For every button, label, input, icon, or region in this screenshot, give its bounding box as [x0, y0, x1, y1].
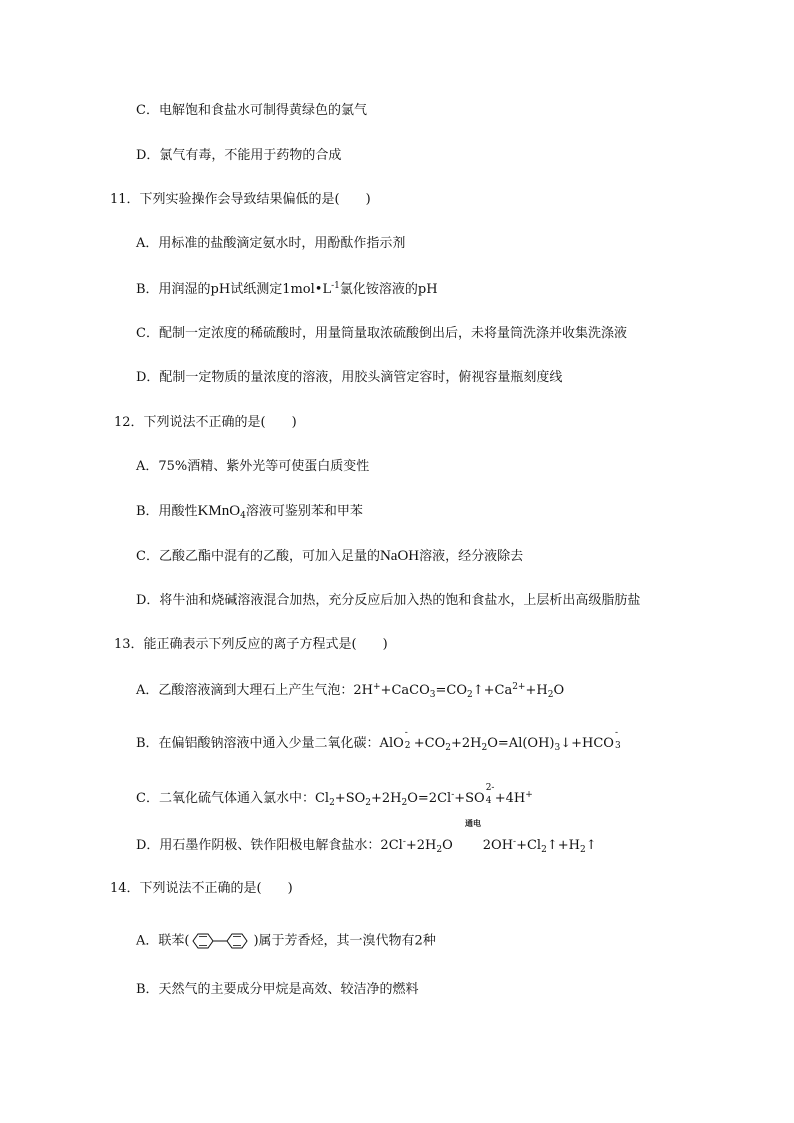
electrolysis-condition: 通电 [465, 818, 481, 828]
eq-part: +SO [454, 791, 485, 806]
option-13d [136, 838, 597, 855]
eq-part: +H [525, 683, 548, 698]
subscript: 2 [401, 798, 408, 808]
subscript: 2 [329, 798, 335, 808]
subscript: 4 [240, 511, 246, 521]
eq-part: 2OH [482, 838, 514, 853]
eq-part: O=Al(OH) [487, 736, 555, 751]
eq-part: +CaCO [380, 683, 430, 698]
option-12c-text: C．乙酸乙酯中混有的乙酸，可加入足量的 [136, 549, 380, 564]
option-14a-text-tail: )属于芳香烃，其一溴代物有2种 [253, 933, 436, 949]
eq-part: O=2Cl [407, 791, 452, 806]
subscript: 3 [429, 690, 436, 700]
eq-part: +2H [371, 791, 402, 806]
eq-part: +2H [405, 838, 437, 853]
eq-part: ↑ [585, 838, 597, 853]
subscript: 3 [554, 743, 561, 753]
eq-part: =CO [435, 683, 467, 698]
formula-naoh: NaOH [379, 548, 420, 564]
superscript: - [614, 728, 618, 738]
superscript: -1 [331, 281, 340, 291]
eq-part: +CO [413, 736, 446, 751]
eq-part: ↑+Ca [472, 683, 513, 698]
superscript: - [513, 837, 517, 847]
ion-charge [404, 728, 414, 751]
superscript: - [404, 728, 408, 738]
formula-kmno4: KMnO [197, 503, 241, 519]
ion-charge [485, 783, 495, 806]
subscript: 2 [445, 743, 451, 753]
ion-charge [614, 728, 624, 751]
option-11c: C．配制一定浓度的稀硫酸时，用量筒量取浓硫酸倒出后，未将量筒洗涤并收集洗涤液 [136, 326, 627, 341]
question-13-stem: 13．能正确表示下列反应的离子方程式是( ) [114, 637, 388, 652]
superscript: 2- [485, 783, 495, 793]
option-10c: C．电解饱和食盐水可制得黄绿色的氯气 [136, 103, 367, 118]
subscript: 2 [547, 690, 554, 700]
option-12b-text-tail: 溶液可鉴别苯和甲苯 [245, 504, 363, 519]
option-11a: A．用标准的盐酸滴定氨水时，用酚酞作指示剂 [136, 236, 406, 251]
option-12c [136, 549, 523, 564]
question-11-stem: 11．下列实验操作会导致结果偏低的是( ) [110, 192, 371, 207]
eq-part: +Cl [516, 838, 542, 853]
eq-part: +2H [451, 736, 482, 751]
subscript: 2 [541, 845, 547, 855]
option-13b [136, 728, 624, 753]
option-14a [136, 931, 436, 951]
subscript: 4 [485, 796, 492, 806]
superscript: - [451, 790, 455, 800]
option-11b-text-tail: 氯化铵溶液的pH [339, 282, 438, 297]
option-13c [136, 783, 533, 808]
eq-part: ↓+HCO [560, 736, 614, 751]
subscript: 2 [404, 741, 411, 751]
eq-part: +SO [334, 791, 366, 806]
option-14b: B．天然气的主要成分甲烷是高效、较洁净的燃料 [136, 982, 419, 997]
eq-part: A．乙酸溶液滴到大理石上产生气泡：2H [136, 683, 373, 698]
superscript: 2+ [512, 682, 526, 692]
option-11d: D．配制一定物质的量浓度的溶液，用胶头滴管定容时，俯视容量瓶刻度线 [136, 370, 563, 385]
superscript: + [373, 682, 381, 692]
option-12b [136, 504, 363, 521]
subscript: 3 [614, 741, 621, 751]
option-13a [136, 683, 564, 700]
subscript: 2 [481, 743, 488, 753]
subscript: 2 [466, 690, 473, 700]
eq-part: C．二氧化硫气体通入氯水中：Cl [136, 791, 330, 806]
eq-part: +4H [494, 791, 526, 806]
eq-part: O [553, 683, 565, 698]
subscript: 2 [579, 845, 586, 855]
option-12d: D．将牛油和烧碱溶液混合加热，充分反应后加入热的饱和食盐水，上层析出高级脂肪盐 [136, 593, 641, 608]
eq-part: ↑+H [546, 838, 580, 853]
option-12a: A．75%酒精、紫外光等可使蛋白质变性 [136, 459, 370, 474]
option-12b-text: B．用酸性 [136, 504, 198, 519]
biphenyl-structure-icon [190, 931, 252, 951]
superscript: - [402, 837, 406, 847]
option-11b-text: B．用润湿的pH试纸测定1mol•L [136, 282, 332, 297]
subscript: 2 [365, 798, 371, 808]
eq-part: O [442, 838, 453, 853]
question-14-stem: 14．下列说法不正确的是( ) [110, 881, 293, 896]
eq-part: D．用石墨作阴极、铁作阳极电解食盐水：2Cl [136, 838, 403, 853]
option-14a-text: A．联苯( [136, 933, 190, 949]
option-12c-text-tail: 溶液，经分液除去 [419, 549, 524, 564]
option-10d: D．氯气有毒，不能用于药物的合成 [136, 148, 342, 163]
eq-part: B．在偏铝酸钠溶液中通入少量二氧化碳：AlO [136, 736, 404, 751]
subscript: 2 [436, 845, 443, 855]
superscript: + [525, 790, 533, 800]
question-12-stem: 12．下列说法不正确的是( ) [114, 415, 297, 430]
option-11b [136, 282, 438, 296]
